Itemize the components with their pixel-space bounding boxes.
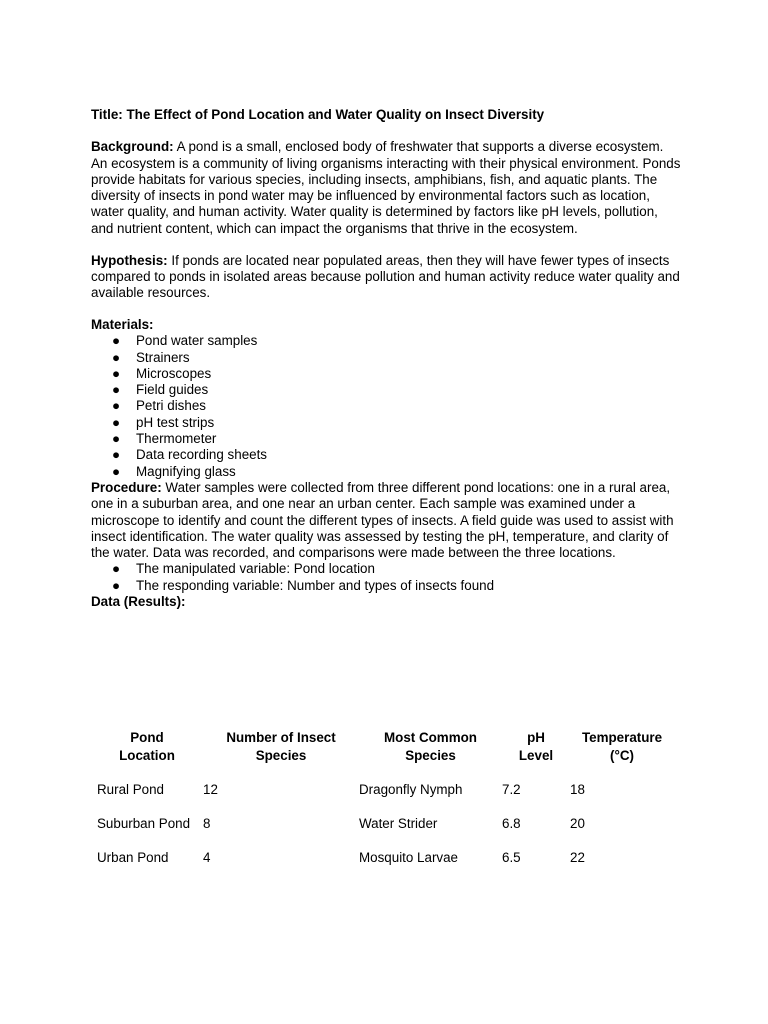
list-item xyxy=(91,350,681,366)
manipulated-variable: The manipulated variable: Pond location xyxy=(136,561,375,577)
cell-common-species: Dragonfly Nymph xyxy=(359,782,463,797)
bullet-icon: ● xyxy=(112,414,121,430)
header-pond-location: Pond Location xyxy=(119,730,175,763)
results-table xyxy=(91,729,674,883)
table-row xyxy=(91,815,674,849)
bullet-icon: ● xyxy=(112,365,121,381)
material-item: Magnifying glass xyxy=(136,463,236,479)
header-temperature: Temperature (°C) xyxy=(581,730,663,763)
procedure-text: Water samples were collected from three different pond locations: one in a rural area, one in a suburban area, and one near an urban center. Each sample was examined under a microscope to identify and count the different types of insects. A field guide was used to assist with insect identification. The water quality was assessed by testing the pH, temperature, and clarity of the water. Data was recorded, and comparisons were made between the three locations. xyxy=(91,479,674,561)
variables-list xyxy=(91,561,681,594)
responding-variable: The responding variable: Number and types of insects found xyxy=(136,577,495,593)
materials-heading: Materials: xyxy=(91,316,154,332)
procedure-label: Procedure: xyxy=(91,479,162,495)
list-item xyxy=(91,561,681,577)
bullet-icon: ● xyxy=(112,463,121,479)
material-item: Microscopes xyxy=(136,365,212,381)
bullet-icon: ● xyxy=(112,382,121,398)
header-common-species: Most Common Species xyxy=(384,730,477,763)
list-item xyxy=(91,464,681,480)
bullet-icon: ● xyxy=(112,349,121,365)
cell-location: Suburban Pond xyxy=(97,816,191,831)
background-paragraph xyxy=(91,139,681,237)
cell-temperature: 20 xyxy=(570,816,585,831)
data-heading: Data (Results): xyxy=(91,594,186,610)
bullet-icon: ● xyxy=(112,431,121,447)
cell-ph: 7.2 xyxy=(502,782,521,797)
title-text: : The Effect of Pond Location and Water Quality on Insect Diversity xyxy=(118,107,545,122)
cell-common-species: Water Strider xyxy=(359,816,438,831)
cell-common-species: Mosquito Larvae xyxy=(359,850,458,865)
header-ph-level: pH Level xyxy=(518,730,554,763)
material-item: Data recording sheets xyxy=(136,447,268,463)
material-item: Strainers xyxy=(136,349,190,365)
cell-species-count: 12 xyxy=(203,782,218,797)
hypothesis-text: If ponds are located near populated areas, then they will have fewer types of insects compared to ponds in isolated areas because pollution and human activity reduce water quality and available resources. xyxy=(91,252,680,301)
list-item xyxy=(91,398,681,414)
list-item xyxy=(91,415,681,431)
material-item: Petri dishes xyxy=(136,398,206,414)
bullet-icon: ● xyxy=(112,447,121,463)
material-item: Field guides xyxy=(136,382,209,398)
cell-location: Urban Pond xyxy=(97,850,169,865)
bullet-icon: ● xyxy=(112,577,121,593)
table-row xyxy=(91,781,674,815)
cell-temperature: 22 xyxy=(570,850,585,865)
materials-list xyxy=(91,333,681,480)
cell-species-count: 4 xyxy=(203,850,211,865)
material-item: pH test strips xyxy=(136,414,215,430)
cell-species-count: 8 xyxy=(203,816,211,831)
list-item xyxy=(91,431,681,447)
list-item xyxy=(91,366,681,382)
list-item xyxy=(91,382,681,398)
cell-ph: 6.8 xyxy=(502,816,521,831)
table-header-row xyxy=(91,729,674,781)
bullet-icon: ● xyxy=(112,333,121,349)
hypothesis-label: Hypothesis: xyxy=(91,252,168,268)
list-item xyxy=(91,447,681,463)
bullet-icon: ● xyxy=(112,561,121,577)
document-page xyxy=(91,107,681,610)
header-insect-species: Number of Insect Species xyxy=(226,730,336,763)
background-text: A pond is a small, enclosed body of freshwater that supports a diverse ecosystem. An ecosystem is a community of living organisms interacting with their physical environment. Ponds provide habitats for various species, including insects, amphibians, fish, and aquatic plants. The diversity of insects in pond water may be influenced by environmental factors such as location, water quality, and human activity. Water quality is determined by factors like pH levels, pollution, and nutrient content, which can impact the organisms that thrive in the ecosystem. xyxy=(91,139,681,236)
list-item xyxy=(91,578,681,594)
cell-temperature: 18 xyxy=(570,782,585,797)
title-label: Title xyxy=(91,107,119,122)
cell-location: Rural Pond xyxy=(97,782,164,797)
list-item xyxy=(91,333,681,349)
background-label: Background: xyxy=(91,139,174,155)
cell-ph: 6.5 xyxy=(502,850,521,865)
table-row xyxy=(91,849,674,883)
hypothesis-paragraph xyxy=(91,253,681,302)
bullet-icon: ● xyxy=(112,398,121,414)
procedure-paragraph xyxy=(91,480,681,561)
document-title xyxy=(91,107,681,123)
material-item: Thermometer xyxy=(136,431,217,447)
material-item: Pond water samples xyxy=(136,333,258,349)
